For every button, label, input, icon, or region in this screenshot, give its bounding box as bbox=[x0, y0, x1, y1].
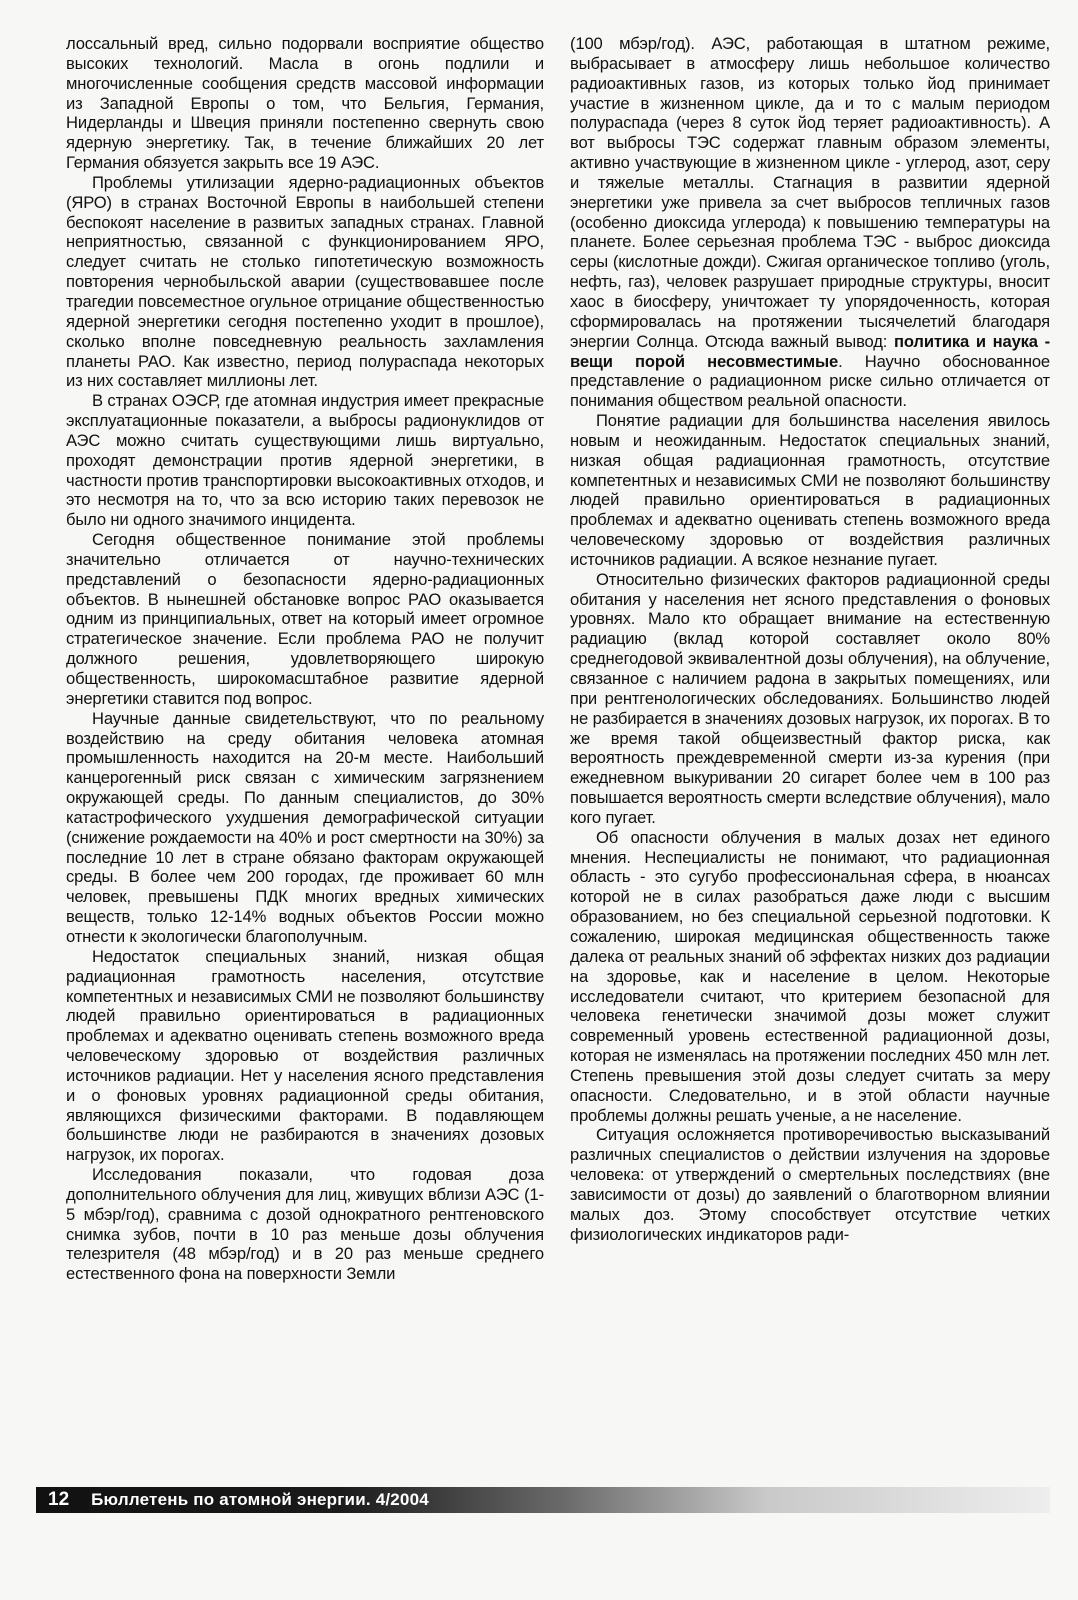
paragraph: Относительно физических факторов радиационной среды обитания у населения нет ясного представления о фоновых уровнях. Мало кто обращает внимание на естественную радиацию (вклад которой составляет около 80% среднегодовой эквивалентной дозы облучения), на облучение, связанное с наличием радона в закрытых помещениях, или при рентгенологических обследованиях. Большинство людей не разбирается в значениях дозовых нагрузок, их порогах. В то же время такой общеизвестный фактор риска, как вероятность преждевременной смерти из-за курения (при ежедневном выкуривании 20 сигарет более чем в 100 раз повышается вероятность смерти вследствие облучения), мало кого пугает. bbox=[570, 569, 1050, 827]
paragraph-text: (100 мбэр/год). АЭС, работающая в штатном режиме, выбрасывает в атмосферу лишь небольшое количество радиоактивных газов, из которых только йод принимает участие в жизненном цикле, да и то с малым периодом полураспада (через 8 суток йод теряет радиоактивность). А вот выбросы ТЭС содержат главным образом элементы, активно участвующие в жизненном цикле - углерод, азот, серу и тяжелые металлы. Стагнация в развитии ядерной энергетики уже привела за счет выбросов тепличных газов (особенно диоксида углерода) к повышению температуры на планете. Более серьезная проблема ТЭС - выброс диоксида серы (кислотные дожди). Сжигая органическое топливо (уголь, нефть, газ), человек разрушает природные структуры, вносит хаос в биосферу, уничтожает ту упорядоченность, которая сформировалась на протяжении тысячелетий благодаря энергии Солнца. Отсюда важный вывод: bbox=[570, 34, 1050, 351]
paragraph: В странах ОЭСР, где атомная индустрия имеет прекрасные эксплуатационные показатели, а выбросы радионуклидов от АЭС можно считать существующими лишь виртуально, проходят демонстрации против ядерной энергетики, в частности против транспортировки высокоактивных отходов, и это несмотря на то, что за всю историю таких перевозок не было ни одного значимого инцидента. bbox=[66, 391, 544, 530]
paragraph: Научные данные свидетельствуют, что по реальному воздействию на среду обитания человека атомная промышленность находится на 20-м месте. Наибольший канцерогенный риск связан с химическим загрязнением окружающей среды. По данным специалистов, до 30% катастрофического ухудшения демографической ситуации (снижение рождаемости на 40% и рост смертности на 30%) за последние 10 лет в стране обязано факторам окружающей среды. В более чем 200 городах, где проживает 60 млн человек, превышены ПДК многих вредных химических веществ, только 12-14% водных объектов России можно отнести к экологически благополучным. bbox=[66, 708, 544, 946]
bold-conclusion: политика и наука - вещи порой несовместимые bbox=[570, 331, 1050, 371]
paragraph bbox=[570, 34, 1050, 411]
paragraph: лоссальный вред, сильно подорвали восприятие общество высоких технологий. Масла в огонь подлили и многочисленные сообщения средств массовой информации из Западной Европы о том, что Бельгия, Германия, Нидерланды и Швеция приняли постепенно свернуть свою ядерную энергетику. Так, в течение ближайших 20 лет Германия обязуется закрыть все 19 АЭС. bbox=[66, 34, 544, 173]
paragraph: Об опасности облучения в малых дозах нет единого мнения. Неспециалисты не понимают, что радиационная область - это сугубо профессиональная сфера, в нюансах которой не в силах разобраться даже люди с высшим образованием, но без специальной серьезной подготовки. К сожалению, широкая медицинская общественность также далека от реальных знаний об эффектах низких доз радиации на здоровье, как и население в целом. Некоторые исследователи считают, что критерием безопасной для человека генетически значимой дозы может служит современный уровень естественной радиационной дозы, которая не изменялась на протяжении последних 450 млн лет. Степень превышения этой дозы следует считать за меру опасности. Следовательно, и в этой области научные проблемы должны решать ученые, а не население. bbox=[570, 827, 1050, 1125]
left-column bbox=[66, 34, 544, 1284]
paragraph: Понятие радиации для большинства населения явилось новым и неожиданным. Недостаток специальных знаний, низкая общая радиационная грамотность, отсутствие компетентных и независимых СМИ не позволяют большинству людей правильно ориентироваться в радиационных проблемах и адекватно оценивать степень возможного вреда человеческому здоровью от воздействия различных источников радиации. А всякое незнание пугает. bbox=[570, 411, 1050, 569]
paragraph: Сегодня общественное понимание этой проблемы значительно отличается от научно-технических представлений о безопасности ядерно-радиационных объектов. В нынешней обстановке вопрос РАО оказывается одним из принципиальных, ответ на который имеет огромное стратегическое значение. Если проблема РАО не получит должного решения, удовлетворяющего широкую общественность, широкомасштабное развитие ядерной энергетики ставится под вопрос. bbox=[66, 530, 544, 708]
right-column bbox=[570, 34, 1050, 1244]
publication-title: Бюллетень по атомной энергии. 4/2004 bbox=[91, 1490, 429, 1509]
paragraph: Проблемы утилизации ядерно-радиационных объектов (ЯРО) в странах Восточной Европы в наибольшей степени беспокоят население в развитых западных странах. Главной неприятностью, связанной с функционированием ЯРО, следует считать не столько гипотетическую возможность повторения чернобыльской аварии (существовавшее после трагедии повсеместное огульное отрицание общественностью ядерной энергетики сегодня постепенно уходит в прошлое), сколько вполне повседневную реальность захламления планеты РАО. Как известно, период полураспада некоторых из них составляет миллионы лет. bbox=[66, 172, 544, 391]
page-number: 12 bbox=[48, 1489, 70, 1510]
paragraph: Недостаток специальных знаний, низкая общая радиационная грамотность населения, отсутствие компетентных и независимых СМИ не позволяют большинству людей правильно ориентироваться в радиационных проблемах и адекватно оценивать степень возможного вреда человеческому здоровью от воздействия различных источников радиации. Нет у населения ясного представления и о фоновых уровнях радиационной среды обитания, являющихся физическими факторами. В подавляющем большинстве люди не разбираются в значениях дозовых нагрузок, их порогах. bbox=[66, 946, 544, 1165]
paragraph: Исследования показали, что годовая доза дополнительного облучения для лиц, живущих вблизи АЭС (1-5 мбэр/год), сравнима с дозой однократного рентгеновского снимка зубов, почти в 10 раз меньше дозы облучения телезрителя (48 мбэр/год) и в 20 раз меньше среднего естественного фона на поверхности Земли bbox=[66, 1165, 544, 1284]
page-footer bbox=[36, 1487, 1050, 1513]
paragraph-text: . Научно обоснованное представление о радиационном риске сильно отличается от понимания обществом реальной опасности. bbox=[570, 351, 1050, 411]
paragraph: Ситуация осложняется противоречивостью высказываний различных специалистов о действии излучения на здоровье человека: от утверждений о смертельных последствиях (вне зависимости от дозы) до заявлений о благотворном влиянии малых доз. Этому способствует отсутствие четких физиологических индикаторов ради- bbox=[570, 1125, 1050, 1244]
